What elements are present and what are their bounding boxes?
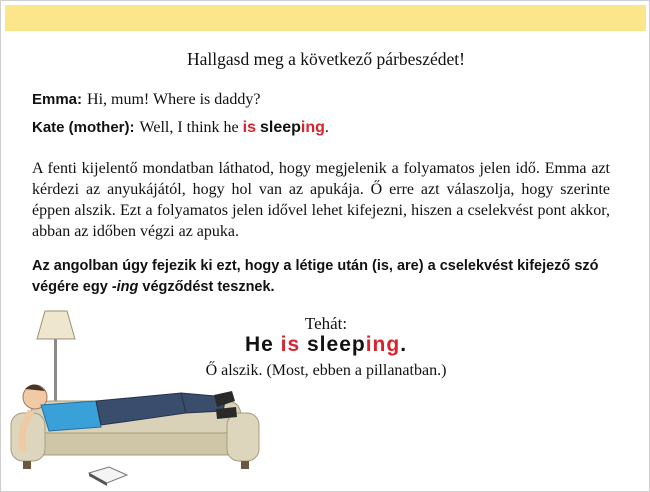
example-is: is	[280, 333, 301, 356]
slide-title: Hallgasd meg a következő párbeszédet!	[187, 49, 465, 69]
example-intro: Tehát:	[304, 314, 348, 333]
example-sleep: sleep	[307, 333, 366, 356]
line-kate-end: .	[324, 119, 329, 136]
sleeping-man-illustration	[1, 301, 301, 491]
example-he: He	[244, 333, 274, 356]
rule-paragraph	[32, 256, 622, 298]
rule-part1: Az angolban úgy fejezik ki ezt, hogy a létige után (is, are) a cselekvést kifejező szó végére egy	[32, 258, 599, 295]
speaker-emma: Emma:	[32, 91, 83, 108]
header-bar	[5, 5, 646, 31]
example-ing: ing	[365, 333, 401, 356]
rule-part2: végződést tesznek.	[142, 279, 275, 295]
speaker-kate: Kate (mother):	[32, 119, 135, 136]
verb-stem: sleep	[260, 119, 301, 136]
line-emma: Hi, mum! Where is daddy?	[87, 91, 261, 108]
rule-ing: -ing	[111, 279, 139, 295]
verb-ing: ing	[300, 119, 325, 136]
dialogue-line-emma	[32, 91, 260, 109]
example-translation: Ő alszik. (Most, ebben a pillanatban.)	[205, 362, 447, 379]
example-end: .	[400, 333, 408, 356]
dialogue-line-kate	[32, 119, 329, 137]
verb-is: is	[242, 119, 256, 136]
explanation-paragraph: A fenti kijelentő mondatban láthatod, hogy megjelenik a folyamatos jelen idő. Emma azt kérdezi az anyukájától, hogy hol van az apukája. Ő erre azt válaszolja, hogy szerinte éppen alszik. Ezt a folyamatos jelen idővel lehet kifejezni, hiszen a cselekvést pont akkor, abban az időben végzi az apuka.	[32, 160, 610, 240]
line-kate-start: Well, I think he	[139, 119, 239, 136]
book	[89, 467, 127, 486]
